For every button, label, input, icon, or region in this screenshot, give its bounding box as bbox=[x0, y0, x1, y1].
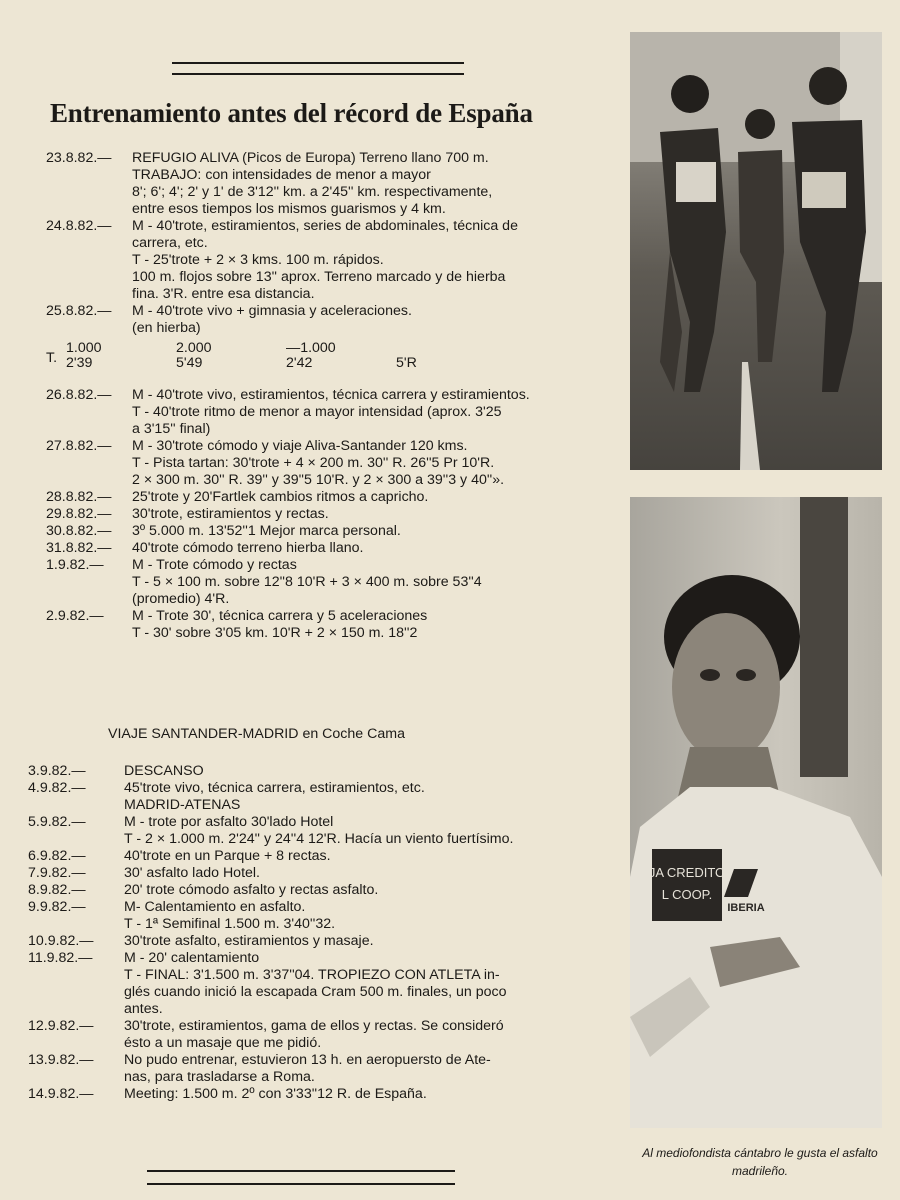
split-items bbox=[66, 341, 396, 371]
entry-line: antes. bbox=[124, 1001, 163, 1017]
top-rule bbox=[172, 62, 464, 64]
entry-line: 30'trote, estiramientos, gama de ellos y rectas. Se consideró bbox=[124, 1018, 504, 1034]
entry-text bbox=[132, 387, 592, 438]
entry-line: ésto a un masaje que me pidió. bbox=[124, 1035, 322, 1051]
split-item bbox=[286, 341, 396, 371]
log-entry bbox=[46, 557, 592, 608]
entry-line: nas, para trasladarse a Roma. bbox=[124, 1069, 315, 1085]
entry-text bbox=[124, 780, 592, 814]
split-time: 2'39 bbox=[66, 355, 93, 371]
bottom-rule bbox=[147, 1170, 455, 1172]
athlete-photo bbox=[630, 497, 882, 1128]
travel-heading: VIAJE SANTANDER-MADRID en Coche Cama bbox=[108, 726, 405, 742]
log-entry bbox=[46, 506, 592, 523]
entry-line: 30'trote asfalto, estiramientos y masaje. bbox=[124, 933, 374, 949]
split-item bbox=[66, 341, 176, 371]
log-entry bbox=[28, 882, 592, 899]
training-log-september bbox=[28, 763, 592, 1103]
log-entry bbox=[28, 865, 592, 882]
entry-text bbox=[132, 540, 592, 557]
entry-date: 2.9.82.— bbox=[46, 608, 104, 624]
jersey-text-1: JA CREDITO bbox=[648, 865, 726, 880]
entry-line: M - 40'trote, estiramientos, series de abdominales, técnica de bbox=[132, 218, 518, 234]
jersey-logo: IBERIA bbox=[727, 902, 765, 914]
entry-line: 25'trote y 20'Fartlek cambios ritmos a capricho. bbox=[132, 489, 429, 505]
entry-date: 23.8.82.— bbox=[46, 150, 112, 166]
entry-line: 40'trote en un Parque + 8 rectas. bbox=[124, 848, 331, 864]
entry-text bbox=[124, 933, 592, 950]
log-entry bbox=[28, 950, 592, 1018]
entry-line: T - 30' sobre 3'05 km. 10'R + 2 × 150 m. 18''2 bbox=[132, 625, 418, 641]
split-time: 2'42 bbox=[286, 355, 313, 371]
entry-date: 29.8.82.— bbox=[46, 506, 112, 522]
entry-date: 26.8.82.— bbox=[46, 387, 112, 403]
entry-line: fina. 3'R. entre esa distancia. bbox=[132, 286, 315, 302]
log-entry bbox=[46, 438, 592, 489]
entry-line: T - 40'trote ritmo de menor a mayor intensidad (aprox. 3'25 bbox=[132, 404, 502, 420]
bottom-rule-2 bbox=[147, 1183, 455, 1185]
entry-line: M - Trote 30', técnica carrera y 5 aceleraciones bbox=[132, 608, 428, 624]
entries-part3 bbox=[28, 763, 592, 1103]
entry-line: 2 × 300 m. 30'' R. 39'' y 39''5 10'R. y 2 × 300 a 39''3 y 40''». bbox=[132, 472, 505, 488]
entry-date: 8.9.82.— bbox=[28, 882, 86, 898]
article-title: Entrenamiento antes del récord de España bbox=[50, 98, 533, 128]
training-log-august bbox=[46, 150, 592, 642]
entry-date: 24.8.82.— bbox=[46, 218, 112, 234]
split-distance: 1.000 bbox=[66, 340, 102, 356]
entry-date: 27.8.82.— bbox=[46, 438, 112, 454]
entry-text bbox=[124, 1018, 592, 1052]
entry-line: Meeting: 1.500 m. 2º con 3'33''12 R. de España. bbox=[124, 1086, 427, 1102]
entry-line: T - 1ª Semifinal 1.500 m. 3'40''32. bbox=[124, 916, 336, 932]
entry-line: carrera, etc. bbox=[132, 235, 208, 251]
entry-line: M - trote por asfalto 30'lado Hotel bbox=[124, 814, 334, 830]
entry-text bbox=[132, 218, 592, 303]
log-entry bbox=[46, 387, 592, 438]
entry-line: glés cuando inició la escapada Cram 500 m. finales, un poco bbox=[124, 984, 507, 1000]
log-entry bbox=[46, 489, 592, 506]
entry-line: 30' asfalto lado Hotel. bbox=[124, 865, 261, 881]
entry-text bbox=[132, 506, 592, 523]
entry-date: 7.9.82.— bbox=[28, 865, 86, 881]
photo-caption: Al mediofondista cántabro le gusta el asfalto madrileño. bbox=[642, 1146, 878, 1178]
log-entry bbox=[46, 523, 592, 540]
entry-text bbox=[132, 608, 592, 642]
entry-line: TRABAJO: con intensidades de menor a mayor bbox=[132, 167, 431, 183]
entry-date: 30.8.82.— bbox=[46, 523, 112, 539]
entry-text bbox=[124, 1052, 592, 1086]
entry-line: M- Calentamiento en asfalto. bbox=[124, 899, 306, 915]
log-entry bbox=[28, 1086, 592, 1103]
log-entry bbox=[28, 1018, 592, 1052]
entry-date: 9.9.82.— bbox=[28, 899, 86, 915]
entry-date: 13.9.82.— bbox=[28, 1052, 94, 1068]
split-distance: —1.000 bbox=[286, 340, 336, 356]
entry-text bbox=[132, 303, 592, 337]
entry-line: T - Pista tartan: 30'trote + 4 × 200 m. 30'' R. 26''5 Pr 10'R. bbox=[132, 455, 495, 471]
log-entry bbox=[28, 933, 592, 950]
entry-text bbox=[124, 950, 592, 1018]
entry-date: 31.8.82.— bbox=[46, 540, 112, 556]
entry-text bbox=[132, 150, 592, 218]
entry-text bbox=[132, 557, 592, 608]
entry-line: DESCANSO bbox=[124, 763, 204, 779]
entry-line: REFUGIO ALIVA (Picos de Europa) Terreno llano 700 m. bbox=[132, 150, 489, 166]
log-entry bbox=[28, 899, 592, 933]
entry-text bbox=[124, 1086, 592, 1103]
entry-date: 25.8.82.— bbox=[46, 303, 112, 319]
entry-line: T - FINAL: 3'1.500 m. 3'37''04. TROPIEZO CON ATLETA in- bbox=[124, 967, 500, 983]
entry-text bbox=[132, 438, 592, 489]
entry-line: M - 40'trote vivo + gimnasia y aceleraciones. bbox=[132, 303, 412, 319]
top-rule-2 bbox=[172, 73, 464, 75]
log-entry bbox=[28, 814, 592, 848]
entry-date: 10.9.82.— bbox=[28, 933, 94, 949]
entry-line: 3º 5.000 m. 13'52''1 Mejor marca personal. bbox=[132, 523, 401, 539]
entry-date: 1.9.82.— bbox=[46, 557, 104, 573]
athlete-portrait-icon bbox=[630, 497, 882, 1128]
log-entry bbox=[28, 763, 592, 780]
entry-date: 6.9.82.— bbox=[28, 848, 86, 864]
entry-date: 12.9.82.— bbox=[28, 1018, 94, 1034]
entry-line: T - 5 × 100 m. sobre 12''8 10'R + 3 × 400 m. sobre 53''4 bbox=[132, 574, 482, 590]
entry-date: 11.9.82.— bbox=[28, 950, 93, 966]
entry-line: a 3'15'' final) bbox=[132, 421, 211, 437]
entry-text bbox=[124, 848, 592, 865]
entry-line: T - 25'trote + 2 × 3 kms. 100 m. rápidos. bbox=[132, 252, 384, 268]
entry-text bbox=[132, 489, 592, 506]
log-entry bbox=[46, 150, 592, 218]
entry-date: 4.9.82.— bbox=[28, 780, 86, 796]
entry-text bbox=[124, 763, 592, 780]
entry-text bbox=[124, 899, 592, 933]
entry-text bbox=[132, 523, 592, 540]
entry-line: 40'trote cómodo terreno hierba llano. bbox=[132, 540, 364, 556]
entries-part2 bbox=[46, 387, 592, 642]
entry-text bbox=[124, 814, 592, 848]
entry-line: 45'trote vivo, técnica carrera, estiramientos, etc. bbox=[124, 780, 425, 796]
entry-date: 3.9.82.— bbox=[28, 763, 86, 779]
entry-line: M - 30'trote cómodo y viaje Aliva-Santander 120 kms. bbox=[132, 438, 468, 454]
entry-text bbox=[124, 865, 592, 882]
log-entry bbox=[46, 608, 592, 642]
log-entry bbox=[28, 1052, 592, 1086]
entry-line: T - 2 × 1.000 m. 2'24'' y 24''4 12'R. Hacía un viento fuertísimo. bbox=[124, 831, 514, 847]
split-times bbox=[46, 337, 592, 387]
entry-line: (promedio) 4'R. bbox=[132, 591, 230, 607]
runners-photo-icon bbox=[630, 32, 882, 470]
entry-line: MADRID-ATENAS bbox=[124, 797, 241, 813]
entry-date: 28.8.82.— bbox=[46, 489, 112, 505]
entry-line: M - Trote cómodo y rectas bbox=[132, 557, 297, 573]
entries-part1 bbox=[46, 150, 592, 337]
entry-line: (en hierba) bbox=[132, 320, 201, 336]
entry-line: No pudo entrenar, estuvieron 13 h. en aeropuersto de Ate- bbox=[124, 1052, 491, 1068]
runners-photo bbox=[630, 32, 882, 470]
log-entry bbox=[46, 303, 592, 337]
entry-line: M - 20' calentamiento bbox=[124, 950, 260, 966]
entry-line: M - 40'trote vivo, estiramientos, técnica carrera y estiramientos. bbox=[132, 387, 530, 403]
entry-line: 100 m. flojos sobre 13'' aprox. Terreno marcado y de hierba bbox=[132, 269, 506, 285]
split-distance: 2.000 bbox=[176, 340, 212, 356]
entry-line: entre esos tiempos los mismos guarismos y 4 km. bbox=[132, 201, 446, 217]
split-item bbox=[176, 341, 286, 371]
splits-rest: 5'R bbox=[396, 355, 417, 371]
split-time: 5'49 bbox=[176, 355, 203, 371]
entry-date: 14.9.82.— bbox=[28, 1086, 94, 1102]
entry-line: 8'; 6'; 4'; 2' y 1' de 3'12'' km. a 2'45'' km. respectivamente, bbox=[132, 184, 493, 200]
entry-line: 30'trote, estiramientos y rectas. bbox=[132, 506, 329, 522]
entry-text bbox=[124, 882, 592, 899]
log-entry bbox=[46, 540, 592, 557]
jersey-text-2: L COOP. bbox=[661, 887, 713, 902]
splits-prefix: T. bbox=[46, 350, 58, 366]
entry-date: 5.9.82.— bbox=[28, 814, 86, 830]
log-entry bbox=[46, 218, 592, 303]
log-entry bbox=[28, 780, 592, 814]
entry-line: 20' trote cómodo asfalto y rectas asfalto. bbox=[124, 882, 379, 898]
log-entry bbox=[28, 848, 592, 865]
